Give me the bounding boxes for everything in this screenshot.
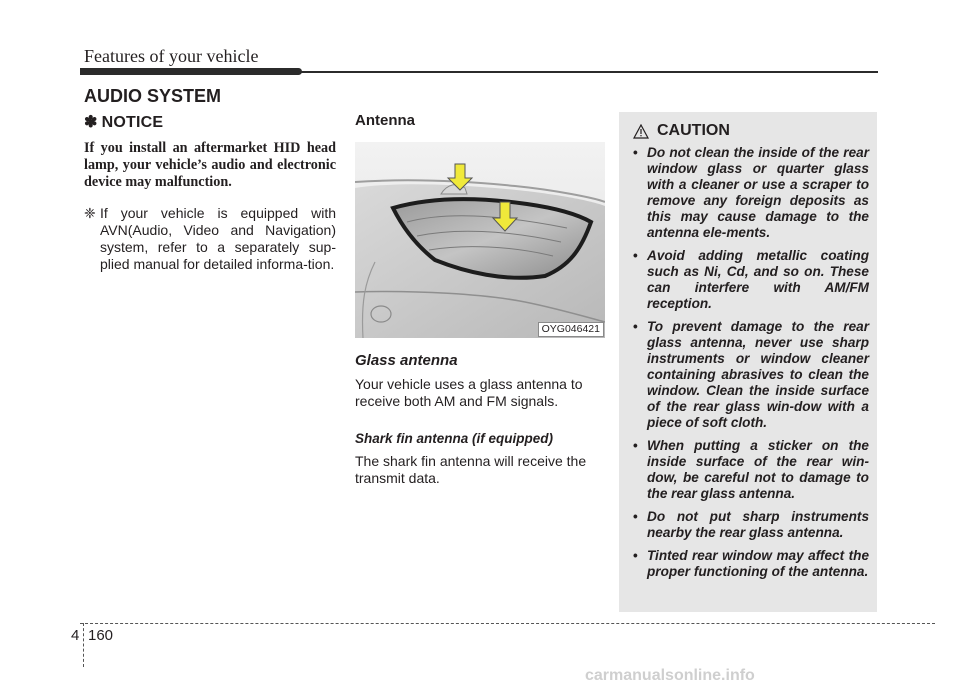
header-rule (300, 71, 878, 73)
car-rear-window-illustration (355, 142, 605, 338)
warning-triangle-icon (633, 124, 649, 139)
caution-item (631, 548, 869, 580)
caution-list (631, 145, 869, 587)
bullet-icon: • (633, 248, 638, 263)
caution-item (631, 145, 869, 241)
caution-item (631, 248, 869, 312)
antenna-title: Antenna (355, 112, 415, 129)
caution-item (631, 509, 869, 541)
caution-item-text: Do not clean the inside of the rear window glass or quarter glass with a cleaner or use a scraper to remove any foreign deposits as this may cause damage to the antenna ele-ments. (647, 145, 869, 240)
bullet-icon: • (633, 319, 638, 334)
notice-mark-icon: ✽ (84, 114, 98, 131)
chapter-number: 4 (71, 627, 80, 644)
caution-item-text: Avoid adding metallic coating such as Ni, Cd, and so on. These can interfere with AM/FM reception. (647, 248, 869, 311)
notice-item-text: If your vehicle is equipped with AVN(Audio, Video and Navigation) system, refer to a separately sup-plied manual for detailed informa-tion. (100, 205, 336, 272)
antenna-figure (355, 142, 605, 338)
footer-rule (80, 623, 935, 624)
bullet-icon: • (633, 548, 638, 563)
watermark: carmanualsonline.info (585, 667, 755, 684)
shark-fin-title: Shark fin antenna (if equipped) (355, 431, 554, 446)
caution-heading (633, 122, 730, 140)
footer-divider (83, 623, 84, 667)
glass-antenna-text: Your vehicle uses a glass antenna to receive both AM and FM signals. (355, 376, 583, 409)
caution-item-text: Do not put sharp instruments nearby the rear glass antenna. (647, 509, 869, 540)
bullet-icon: • (633, 509, 638, 524)
notice-body: If you install an aftermarket HID head lamp, your vehicle’s audio and electronic device may malfunction. (84, 140, 336, 190)
caution-item (631, 319, 869, 431)
notice-column (84, 112, 336, 273)
glass-antenna-title: Glass antenna (355, 352, 458, 369)
caution-item-text: Tinted rear window may affect the proper functioning of the antenna. (647, 548, 869, 579)
notice-item (84, 205, 336, 273)
page-number: 160 (88, 627, 114, 644)
notice-item-mark-icon: ❈ (84, 205, 96, 221)
caution-title: CAUTION (657, 122, 730, 139)
bullet-icon: • (633, 438, 638, 453)
header-bar (80, 68, 302, 75)
notice-heading (84, 112, 336, 132)
header-title: Features of your vehicle (84, 46, 259, 66)
caution-item-text: When putting a sticker on the inside surface of the rear win-dow, be careful not to damage to the rear glass antenna. (647, 438, 869, 501)
figure-label: OYG046421 (538, 322, 604, 337)
section-title: AUDIO SYSTEM (84, 86, 222, 106)
antenna-column (355, 112, 607, 487)
caution-item (631, 438, 869, 502)
shark-fin-text: The shark fin antenna will receive the transmit data. (355, 453, 587, 486)
bullet-icon: • (633, 145, 638, 160)
caution-box (619, 112, 877, 612)
caution-item-text: To prevent damage to the rear glass antenna, never use sharp instruments or window cleaner containing abrasives to clean the window. Clean the inside surface of the rear glass win-dow with a piece of soft cloth. (647, 319, 869, 430)
notice-title: NOTICE (101, 114, 164, 131)
